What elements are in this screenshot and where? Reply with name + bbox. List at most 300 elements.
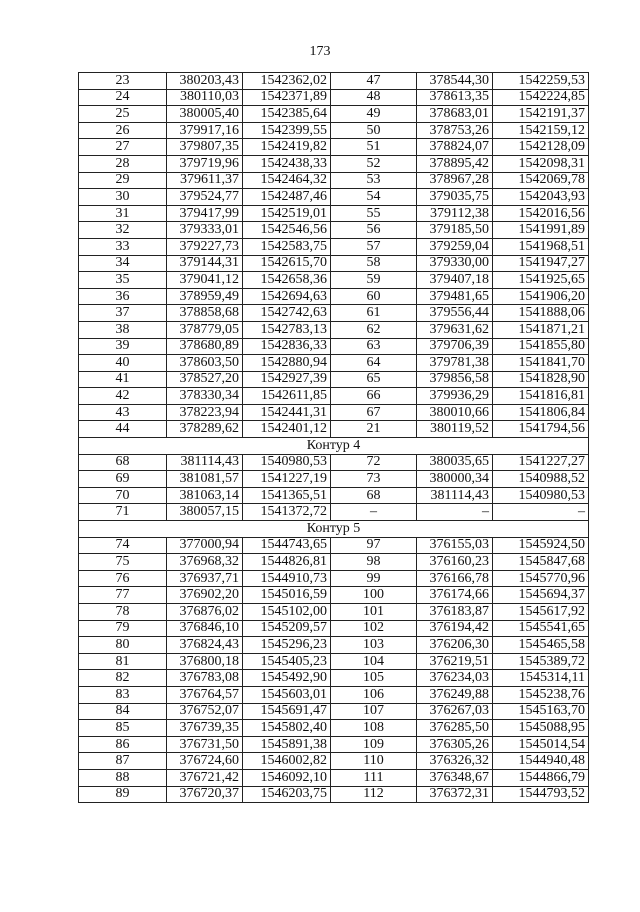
x-coordinate-right: 379936,29 <box>417 388 493 405</box>
x-coordinate-right: 378544,30 <box>417 73 493 90</box>
point-number-left: 88 <box>79 769 167 786</box>
point-number-right: 112 <box>331 786 417 803</box>
table-row <box>79 255 589 272</box>
x-coordinate-right: 379035,75 <box>417 189 493 206</box>
y-coordinate-right: 1542159,12 <box>493 122 589 139</box>
x-coordinate-left: 379611,37 <box>167 172 243 189</box>
table-row <box>79 753 589 770</box>
table-row <box>79 554 589 571</box>
point-number-right: 107 <box>331 703 417 720</box>
y-coordinate-right: 1541841,70 <box>493 355 589 372</box>
y-coordinate-right: 1541806,84 <box>493 404 589 421</box>
y-coordinate-left: 1545603,01 <box>243 686 331 703</box>
point-number-right: 106 <box>331 686 417 703</box>
point-number-right: 59 <box>331 272 417 289</box>
x-coordinate-left: 378289,62 <box>167 421 243 438</box>
y-coordinate-left: 1541372,72 <box>243 504 331 521</box>
table-row <box>79 172 589 189</box>
y-coordinate-right: 1541968,51 <box>493 238 589 255</box>
x-coordinate-left: 379227,73 <box>167 238 243 255</box>
x-coordinate-left: 378223,94 <box>167 404 243 421</box>
x-coordinate-right: 376160,23 <box>417 554 493 571</box>
x-coordinate-left: 380005,40 <box>167 106 243 123</box>
x-coordinate-right: 379407,18 <box>417 272 493 289</box>
table-row <box>79 769 589 786</box>
y-coordinate-left: 1542401,12 <box>243 421 331 438</box>
coordinates-table-body <box>79 73 589 803</box>
point-number-left: 23 <box>79 73 167 90</box>
y-coordinate-right: 1541828,90 <box>493 371 589 388</box>
table-row <box>79 155 589 172</box>
point-number-left: 79 <box>79 620 167 637</box>
point-number-left: 83 <box>79 686 167 703</box>
x-coordinate-left: 380110,03 <box>167 89 243 106</box>
point-number-right: 57 <box>331 238 417 255</box>
table-row <box>79 653 589 670</box>
y-coordinate-left: 1542611,85 <box>243 388 331 405</box>
x-coordinate-right: 379856,58 <box>417 371 493 388</box>
table-row <box>79 73 589 90</box>
table-row <box>79 454 589 471</box>
point-number-right: 110 <box>331 753 417 770</box>
point-number-left: 43 <box>79 404 167 421</box>
y-coordinate-left: 1542927,39 <box>243 371 331 388</box>
x-coordinate-right: 378753,26 <box>417 122 493 139</box>
point-number-left: 26 <box>79 122 167 139</box>
table-row <box>79 604 589 621</box>
x-coordinate-left: 376739,35 <box>167 720 243 737</box>
y-coordinate-right: – <box>493 504 589 521</box>
x-coordinate-right: 380000,34 <box>417 471 493 488</box>
x-coordinate-right: 376155,03 <box>417 537 493 554</box>
x-coordinate-left: 376937,71 <box>167 570 243 587</box>
y-coordinate-left: 1540980,53 <box>243 454 331 471</box>
point-number-right: 47 <box>331 73 417 90</box>
x-coordinate-right: 379112,38 <box>417 205 493 222</box>
y-coordinate-right: 1541227,27 <box>493 454 589 471</box>
x-coordinate-right: 376174,66 <box>417 587 493 604</box>
y-coordinate-right: 1541925,65 <box>493 272 589 289</box>
table-row <box>79 670 589 687</box>
y-coordinate-left: 1542385,64 <box>243 106 331 123</box>
y-coordinate-right: 1541855,80 <box>493 338 589 355</box>
table-row <box>79 570 589 587</box>
y-coordinate-left: 1542615,70 <box>243 255 331 272</box>
y-coordinate-left: 1544826,81 <box>243 554 331 571</box>
x-coordinate-right: 376285,50 <box>417 720 493 737</box>
table-row <box>79 205 589 222</box>
point-number-left: 31 <box>79 205 167 222</box>
y-coordinate-right: 1545770,96 <box>493 570 589 587</box>
x-coordinate-left: 379807,35 <box>167 139 243 156</box>
point-number-right: 21 <box>331 421 417 438</box>
y-coordinate-right: 1541906,20 <box>493 288 589 305</box>
x-coordinate-left: 376764,57 <box>167 686 243 703</box>
x-coordinate-right: 381114,43 <box>417 487 493 504</box>
point-number-left: 69 <box>79 471 167 488</box>
point-number-left: 39 <box>79 338 167 355</box>
y-coordinate-right: 1545314,11 <box>493 670 589 687</box>
x-coordinate-right: 376219,51 <box>417 653 493 670</box>
x-coordinate-left: 378527,20 <box>167 371 243 388</box>
point-number-left: 80 <box>79 637 167 654</box>
y-coordinate-right: 1545088,95 <box>493 720 589 737</box>
x-coordinate-right: 378683,01 <box>417 106 493 123</box>
y-coordinate-right: 1545617,92 <box>493 604 589 621</box>
y-coordinate-left: 1545891,38 <box>243 736 331 753</box>
point-number-right: 98 <box>331 554 417 571</box>
y-coordinate-right: 1545541,65 <box>493 620 589 637</box>
x-coordinate-right: 376206,30 <box>417 637 493 654</box>
y-coordinate-left: 1542583,75 <box>243 238 331 255</box>
y-coordinate-left: 1542399,55 <box>243 122 331 139</box>
point-number-right: 53 <box>331 172 417 189</box>
x-coordinate-left: 380203,43 <box>167 73 243 90</box>
table-row <box>79 305 589 322</box>
y-coordinate-right: 1541991,89 <box>493 222 589 239</box>
point-number-left: 27 <box>79 139 167 156</box>
x-coordinate-left: 378680,89 <box>167 338 243 355</box>
x-coordinate-left: 380057,15 <box>167 504 243 521</box>
x-coordinate-right: 380035,65 <box>417 454 493 471</box>
point-number-left: 42 <box>79 388 167 405</box>
y-coordinate-left: 1545296,23 <box>243 637 331 654</box>
point-number-left: 32 <box>79 222 167 239</box>
table-row <box>79 338 589 355</box>
x-coordinate-right: 379185,50 <box>417 222 493 239</box>
point-number-right: 48 <box>331 89 417 106</box>
x-coordinate-left: 381081,57 <box>167 471 243 488</box>
point-number-right: 54 <box>331 189 417 206</box>
point-number-left: 33 <box>79 238 167 255</box>
x-coordinate-left: 376846,10 <box>167 620 243 637</box>
point-number-left: 44 <box>79 421 167 438</box>
x-coordinate-left: 379524,77 <box>167 189 243 206</box>
point-number-left: 85 <box>79 720 167 737</box>
y-coordinate-right: 1542128,09 <box>493 139 589 156</box>
point-number-left: 86 <box>79 736 167 753</box>
y-coordinate-right: 1545238,76 <box>493 686 589 703</box>
point-number-right: 101 <box>331 604 417 621</box>
point-number-right: 108 <box>331 720 417 737</box>
x-coordinate-left: 379719,96 <box>167 155 243 172</box>
x-coordinate-right: 378824,07 <box>417 139 493 156</box>
table-row <box>79 388 589 405</box>
y-coordinate-left: 1542419,82 <box>243 139 331 156</box>
y-coordinate-left: 1545492,90 <box>243 670 331 687</box>
y-coordinate-right: 1545389,72 <box>493 653 589 670</box>
x-coordinate-right: 380010,66 <box>417 404 493 421</box>
x-coordinate-left: 376800,18 <box>167 653 243 670</box>
point-number-left: 38 <box>79 321 167 338</box>
y-coordinate-right: 1545163,70 <box>493 703 589 720</box>
y-coordinate-right: 1544940,48 <box>493 753 589 770</box>
y-coordinate-right: 1542043,93 <box>493 189 589 206</box>
table-row <box>79 139 589 156</box>
x-coordinate-left: 377000,94 <box>167 537 243 554</box>
point-number-right: 72 <box>331 454 417 471</box>
y-coordinate-left: 1542880,94 <box>243 355 331 372</box>
y-coordinate-left: 1544743,65 <box>243 537 331 554</box>
table-row <box>79 189 589 206</box>
y-coordinate-left: 1545405,23 <box>243 653 331 670</box>
y-coordinate-left: 1541227,19 <box>243 471 331 488</box>
y-coordinate-left: 1545102,00 <box>243 604 331 621</box>
table-row <box>79 371 589 388</box>
x-coordinate-right: 376166,78 <box>417 570 493 587</box>
section-header-row <box>79 438 589 455</box>
table-row <box>79 421 589 438</box>
x-coordinate-right: 379631,62 <box>417 321 493 338</box>
table-row <box>79 620 589 637</box>
point-number-right: 109 <box>331 736 417 753</box>
point-number-left: 82 <box>79 670 167 687</box>
x-coordinate-right: 380119,52 <box>417 421 493 438</box>
x-coordinate-left: 376783,08 <box>167 670 243 687</box>
table-row <box>79 89 589 106</box>
table-row <box>79 288 589 305</box>
x-coordinate-right: 378895,42 <box>417 155 493 172</box>
point-number-left: 74 <box>79 537 167 554</box>
x-coordinate-right: 379259,04 <box>417 238 493 255</box>
point-number-right: 73 <box>331 471 417 488</box>
table-row <box>79 504 589 521</box>
x-coordinate-left: 379417,99 <box>167 205 243 222</box>
x-coordinate-left: 378858,68 <box>167 305 243 322</box>
y-coordinate-left: 1542464,32 <box>243 172 331 189</box>
x-coordinate-right: 376326,32 <box>417 753 493 770</box>
point-number-left: 29 <box>79 172 167 189</box>
point-number-left: 71 <box>79 504 167 521</box>
x-coordinate-right: 376234,03 <box>417 670 493 687</box>
x-coordinate-left: 379041,12 <box>167 272 243 289</box>
x-coordinate-left: 376721,42 <box>167 769 243 786</box>
table-row <box>79 487 589 504</box>
point-number-right: 60 <box>331 288 417 305</box>
x-coordinate-left: 376752,07 <box>167 703 243 720</box>
y-coordinate-left: 1545016,59 <box>243 587 331 604</box>
point-number-right: 102 <box>331 620 417 637</box>
x-coordinate-left: 376824,43 <box>167 637 243 654</box>
y-coordinate-right: 1541794,56 <box>493 421 589 438</box>
y-coordinate-right: 1542016,56 <box>493 205 589 222</box>
x-coordinate-left: 378779,05 <box>167 321 243 338</box>
y-coordinate-right: 1540980,53 <box>493 487 589 504</box>
y-coordinate-right: 1542259,53 <box>493 73 589 90</box>
point-number-left: 89 <box>79 786 167 803</box>
y-coordinate-left: 1542658,36 <box>243 272 331 289</box>
x-coordinate-right: – <box>417 504 493 521</box>
y-coordinate-right: 1545924,50 <box>493 537 589 554</box>
table-row <box>79 720 589 737</box>
x-coordinate-left: 379144,31 <box>167 255 243 272</box>
x-coordinate-left: 376724,60 <box>167 753 243 770</box>
point-number-left: 76 <box>79 570 167 587</box>
y-coordinate-left: 1542362,02 <box>243 73 331 90</box>
x-coordinate-right: 376194,42 <box>417 620 493 637</box>
table-row <box>79 786 589 803</box>
y-coordinate-left: 1541365,51 <box>243 487 331 504</box>
point-number-right: 61 <box>331 305 417 322</box>
point-number-right: 105 <box>331 670 417 687</box>
y-coordinate-left: 1542441,31 <box>243 404 331 421</box>
x-coordinate-right: 376348,67 <box>417 769 493 786</box>
x-coordinate-right: 376249,88 <box>417 686 493 703</box>
y-coordinate-right: 1545694,37 <box>493 587 589 604</box>
table-row <box>79 686 589 703</box>
y-coordinate-left: 1542438,33 <box>243 155 331 172</box>
section-title: Контур 4 <box>79 438 589 455</box>
x-coordinate-right: 378613,35 <box>417 89 493 106</box>
y-coordinate-left: 1542546,56 <box>243 222 331 239</box>
point-number-right: 55 <box>331 205 417 222</box>
table-row <box>79 122 589 139</box>
point-number-left: 35 <box>79 272 167 289</box>
x-coordinate-left: 376731,50 <box>167 736 243 753</box>
x-coordinate-right: 379330,00 <box>417 255 493 272</box>
y-coordinate-left: 1545691,47 <box>243 703 331 720</box>
x-coordinate-right: 379556,44 <box>417 305 493 322</box>
point-number-left: 81 <box>79 653 167 670</box>
y-coordinate-right: 1542098,31 <box>493 155 589 172</box>
point-number-right: 56 <box>331 222 417 239</box>
point-number-right: 52 <box>331 155 417 172</box>
table-row <box>79 272 589 289</box>
table-row <box>79 355 589 372</box>
table-row <box>79 637 589 654</box>
point-number-right: 103 <box>331 637 417 654</box>
table-row <box>79 404 589 421</box>
x-coordinate-left: 376902,20 <box>167 587 243 604</box>
x-coordinate-left: 378603,50 <box>167 355 243 372</box>
x-coordinate-right: 376372,31 <box>417 786 493 803</box>
y-coordinate-left: 1542371,89 <box>243 89 331 106</box>
y-coordinate-left: 1542742,63 <box>243 305 331 322</box>
x-coordinate-left: 381063,14 <box>167 487 243 504</box>
y-coordinate-left: 1542519,01 <box>243 205 331 222</box>
table-row <box>79 736 589 753</box>
table-row <box>79 238 589 255</box>
page-number: 173 <box>309 44 331 59</box>
table-row <box>79 587 589 604</box>
y-coordinate-right: 1540988,52 <box>493 471 589 488</box>
x-coordinate-right: 379481,65 <box>417 288 493 305</box>
x-coordinate-right: 376267,03 <box>417 703 493 720</box>
x-coordinate-left: 381114,43 <box>167 454 243 471</box>
y-coordinate-right: 1545465,58 <box>493 637 589 654</box>
y-coordinate-left: 1542487,46 <box>243 189 331 206</box>
y-coordinate-left: 1544910,73 <box>243 570 331 587</box>
table-row <box>79 703 589 720</box>
point-number-left: 84 <box>79 703 167 720</box>
y-coordinate-left: 1546002,82 <box>243 753 331 770</box>
point-number-right: 50 <box>331 122 417 139</box>
point-number-left: 24 <box>79 89 167 106</box>
x-coordinate-right: 378967,28 <box>417 172 493 189</box>
point-number-right: 63 <box>331 338 417 355</box>
point-number-left: 36 <box>79 288 167 305</box>
point-number-left: 28 <box>79 155 167 172</box>
table-row <box>79 321 589 338</box>
y-coordinate-left: 1546092,10 <box>243 769 331 786</box>
point-number-left: 77 <box>79 587 167 604</box>
point-number-right: 66 <box>331 388 417 405</box>
y-coordinate-left: 1542694,63 <box>243 288 331 305</box>
x-coordinate-left: 376720,37 <box>167 786 243 803</box>
point-number-right: 49 <box>331 106 417 123</box>
y-coordinate-right: 1541816,81 <box>493 388 589 405</box>
point-number-right: 65 <box>331 371 417 388</box>
section-title: Контур 5 <box>79 521 589 538</box>
y-coordinate-right: 1544866,79 <box>493 769 589 786</box>
table-row <box>79 471 589 488</box>
point-number-left: 25 <box>79 106 167 123</box>
point-number-left: 37 <box>79 305 167 322</box>
point-number-left: 34 <box>79 255 167 272</box>
y-coordinate-left: 1545802,40 <box>243 720 331 737</box>
y-coordinate-left: 1546203,75 <box>243 786 331 803</box>
y-coordinate-right: 1541871,21 <box>493 321 589 338</box>
y-coordinate-left: 1545209,57 <box>243 620 331 637</box>
x-coordinate-right: 376183,87 <box>417 604 493 621</box>
x-coordinate-left: 379333,01 <box>167 222 243 239</box>
point-number-left: 87 <box>79 753 167 770</box>
point-number-left: 40 <box>79 355 167 372</box>
y-coordinate-right: 1541947,27 <box>493 255 589 272</box>
point-number-right: 97 <box>331 537 417 554</box>
point-number-left: 75 <box>79 554 167 571</box>
y-coordinate-right: 1542224,85 <box>493 89 589 106</box>
point-number-right: 58 <box>331 255 417 272</box>
x-coordinate-left: 376876,02 <box>167 604 243 621</box>
point-number-left: 68 <box>79 454 167 471</box>
x-coordinate-left: 379917,16 <box>167 122 243 139</box>
point-number-right: 100 <box>331 587 417 604</box>
y-coordinate-left: 1542783,13 <box>243 321 331 338</box>
point-number-right: 64 <box>331 355 417 372</box>
point-number-left: 78 <box>79 604 167 621</box>
point-number-right: – <box>331 504 417 521</box>
section-header-row <box>79 521 589 538</box>
point-number-left: 70 <box>79 487 167 504</box>
y-coordinate-right: 1545847,68 <box>493 554 589 571</box>
point-number-right: 99 <box>331 570 417 587</box>
y-coordinate-right: 1545014,54 <box>493 736 589 753</box>
y-coordinate-right: 1541888,06 <box>493 305 589 322</box>
x-coordinate-left: 378959,49 <box>167 288 243 305</box>
x-coordinate-right: 376305,26 <box>417 736 493 753</box>
x-coordinate-right: 379706,39 <box>417 338 493 355</box>
point-number-right: 104 <box>331 653 417 670</box>
table-row <box>79 222 589 239</box>
x-coordinate-left: 378330,34 <box>167 388 243 405</box>
table-row <box>79 106 589 123</box>
coordinates-table <box>78 72 589 803</box>
point-number-right: 68 <box>331 487 417 504</box>
point-number-right: 111 <box>331 769 417 786</box>
y-coordinate-right: 1542191,37 <box>493 106 589 123</box>
point-number-left: 30 <box>79 189 167 206</box>
y-coordinate-right: 1544793,52 <box>493 786 589 803</box>
y-coordinate-right: 1542069,78 <box>493 172 589 189</box>
table-row <box>79 537 589 554</box>
x-coordinate-right: 379781,38 <box>417 355 493 372</box>
point-number-right: 51 <box>331 139 417 156</box>
point-number-right: 62 <box>331 321 417 338</box>
point-number-right: 67 <box>331 404 417 421</box>
y-coordinate-left: 1542836,33 <box>243 338 331 355</box>
point-number-left: 41 <box>79 371 167 388</box>
